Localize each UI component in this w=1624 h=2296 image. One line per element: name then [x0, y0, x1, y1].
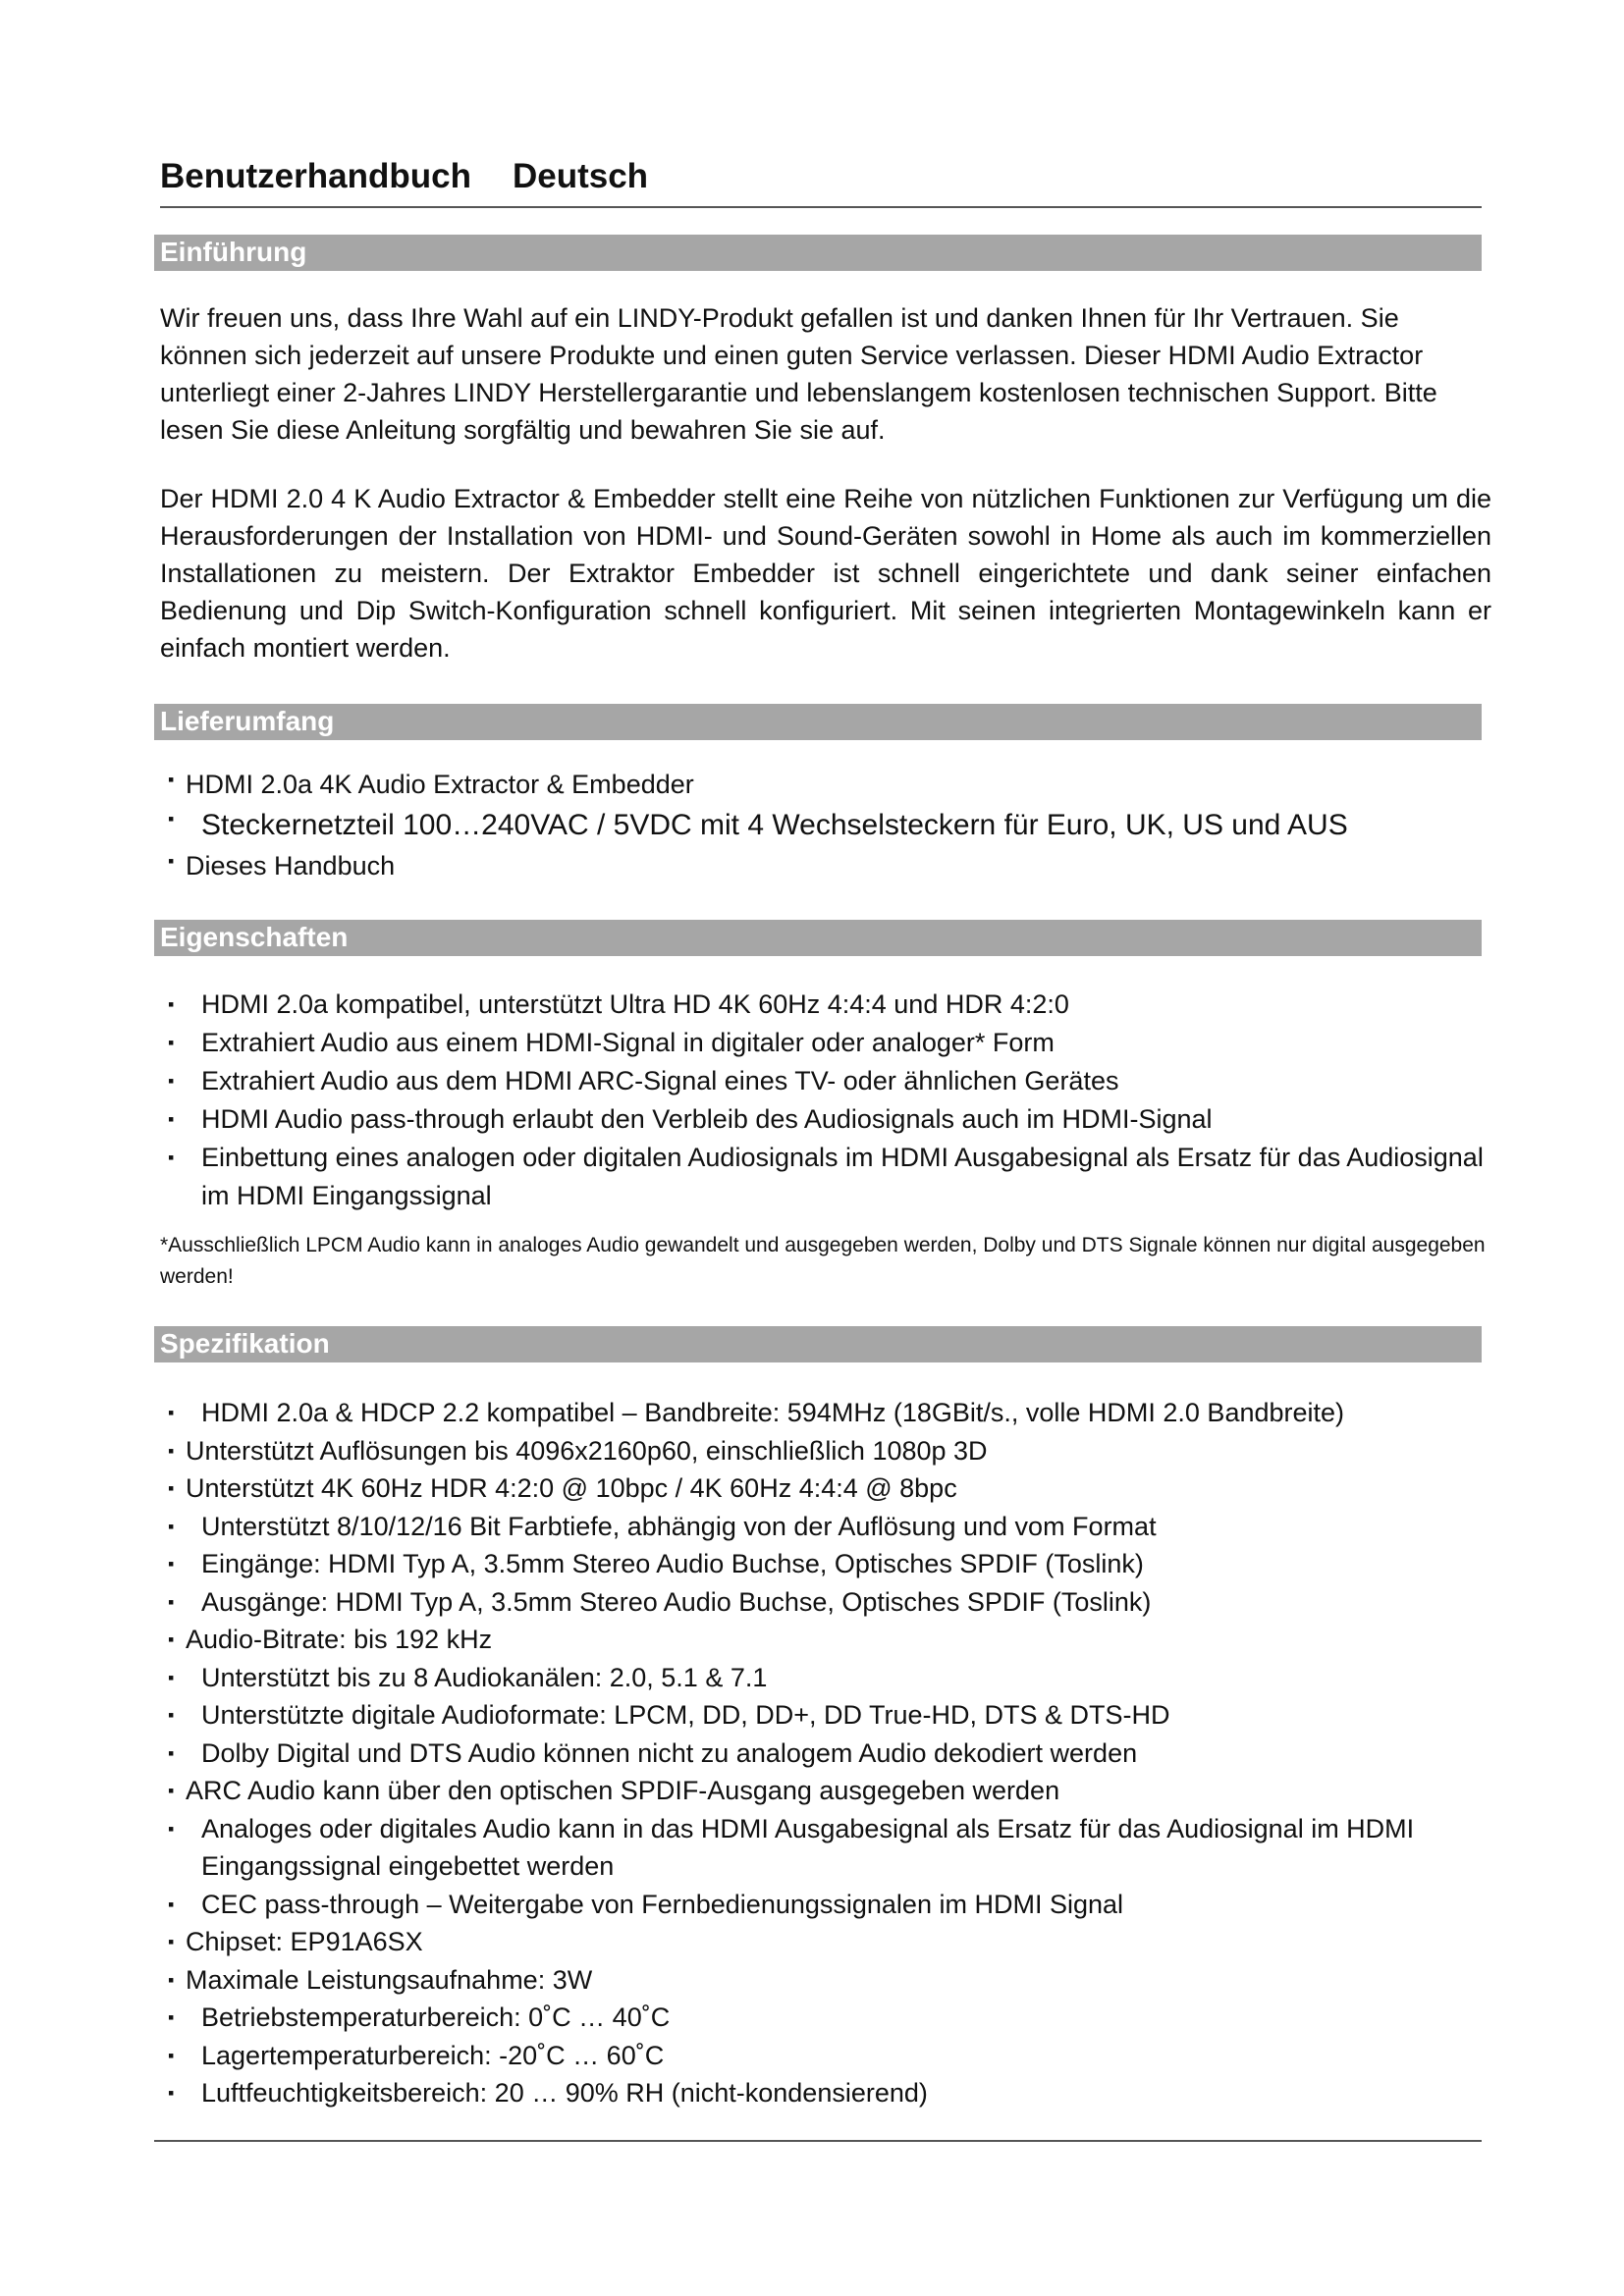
list-item [160, 1696, 1491, 1735]
list-item-text: Unterstützt 8/10/12/16 Bit Farbtiefe, abhängig von der Auflösung und vom Format [201, 1511, 1157, 1541]
list-item-text: Unterstützte digitale Audioformate: LPCM, DD, DD+, DD True-HD, DTS & DTS-HD [201, 1700, 1170, 1730]
list-item-text: Chipset: EP91A6SX [186, 1927, 423, 1956]
bullet-icon: ▪ [168, 1894, 175, 1914]
list-item-text: Betriebstemperaturbereich: 0˚C … 40˚C [201, 2002, 671, 2032]
bullet-icon: ▪ [168, 770, 175, 789]
bullet-icon: ▪ [168, 1071, 175, 1091]
list-item [160, 1772, 1491, 1810]
list-item: ▪ Dieses Handbuch [168, 851, 396, 881]
bullet-icon: ▪ [168, 1554, 175, 1574]
list-item [160, 1923, 1491, 1961]
list-item [160, 2037, 1491, 2075]
list-item-text: Unterstützt 4K 60Hz HDR 4:2:0 @ 10bpc / 4K 60Hz 4:4:4 @ 8bpc [186, 1473, 957, 1503]
bullet-icon: ▪ [168, 1818, 175, 1839]
bullet-icon: ▪ [168, 1591, 175, 1612]
bullet-icon: ▪ [168, 1033, 175, 1052]
bullet-icon: ▪ [168, 809, 175, 828]
bullet-icon: ▪ [168, 1705, 175, 1725]
bullet-icon: ▪ [168, 2083, 175, 2103]
bullet-icon: ▪ [168, 1932, 175, 1951]
section-heading-text: Lieferumfang [160, 706, 335, 736]
bullet-icon: ▪ [168, 1516, 175, 1536]
intro-paragraph-2: Der HDMI 2.0 4 K Audio Extractor & Embedder stellt eine Reihe von nützlichen Funktionen zur Verfügung um die Herausforderungen der Installation von HDMI- und Sound-Geräten sowohl in Home als auch im kommerziellen Installationen zu meistern. Der Extraktor Embedder ist schnell eingerichtete und dank seiner einfachen Bedienung und Dip Switch-Konfiguration schnell konfiguriert. Mit seinen integrierten Montagewinkeln kann er einfach montiert werden. [160, 484, 1491, 663]
list-item [160, 1583, 1491, 1622]
bullet-icon: ▪ [168, 994, 175, 1014]
list-item-text: Extrahiert Audio aus dem HDMI ARC-Signal eines TV- oder ähnlichen Gerätes [201, 1066, 1119, 1095]
bullet-icon: ▪ [168, 1440, 175, 1461]
list-item [160, 1432, 1491, 1470]
list-item [160, 1961, 1491, 2000]
section-heading-intro [154, 235, 1482, 271]
list-item-text: Unterstützt Auflösungen bis 4096x2160p60, einschließlich 1080p 3D [186, 1435, 988, 1466]
list-item-text: Extrahiert Audio aus einem HDMI-Signal in digitaler oder analoger* Form [201, 1028, 1055, 1057]
bullet-icon: ▪ [168, 1969, 175, 1990]
list-item [160, 1810, 1491, 1886]
list-item-text: Audio-Bitrate: bis 192 kHz [186, 1625, 493, 1654]
list-item [160, 1999, 1491, 2037]
list-item [160, 1062, 1491, 1100]
list-item-text: Ausgänge: HDMI Typ A, 3.5mm Stereo Audio Buchse, Optisches SPDIF (Toslink) [201, 1586, 1152, 1617]
list-item [160, 1659, 1491, 1697]
title-left: Benutzerhandbuch [160, 157, 471, 195]
list-item [160, 1024, 1491, 1062]
bottom-divider [154, 2140, 1482, 2142]
bullet-icon: ▪ [168, 2045, 175, 2065]
list-item-text: Dolby Digital und DTS Audio können nicht zu analogem Audio dekodiert werden [201, 1737, 1138, 1768]
list-item-text: Eingänge: HDMI Typ A, 3.5mm Stereo Audio Buchse, Optisches SPDIF (Toslink) [201, 1549, 1144, 1578]
bullet-icon: ▪ [168, 1148, 175, 1167]
list-item [160, 1545, 1491, 1583]
list-item-text: Analoges oder digitales Audio kann in das HDMI Ausgabesignal als Ersatz für das Audiosignal im HDMI Eingangssignal eingebettet werden [201, 1813, 1415, 1881]
list-item [160, 986, 1491, 1024]
list-item: ▪ Steckernetzteil 100…240VAC / 5VDC mit 4 Wechselsteckern für Euro, UK, US und AUS [168, 809, 1348, 841]
list-item [160, 2074, 1491, 2112]
list-item [160, 1735, 1491, 1773]
bullet-icon: ▪ [168, 2007, 175, 2027]
list-item-text: HDMI 2.0a & HDCP 2.2 kompatibel – Bandbreite: 594MHz (18GBit/s., volle HDMI 2.0 Bandbreite) [201, 1398, 1345, 1427]
list-item-text: Einbettung eines analogen oder digitalen Audiosignals im HDMI Ausgabesignal als Ersatz für das Audiosignal im HDMI Eingangssignal [201, 1143, 1484, 1210]
list-item [160, 1508, 1491, 1546]
list-item-text: HDMI Audio pass-through erlaubt den Verbleib des Audiosignals auch im HDMI-Signal [201, 1104, 1213, 1134]
list-item [160, 1621, 1491, 1659]
bullet-icon: ▪ [168, 1478, 175, 1498]
bullet-icon: ▪ [168, 1109, 175, 1129]
list-item-text: Luftfeuchtigkeitsbereich: 20 … 90% RH (nicht-kondensierend) [201, 2078, 928, 2108]
intro-paragraph-1: Wir freuen uns, dass Ihre Wahl auf ein LINDY-Produkt gefallen ist und danken Ihnen für Ihr Vertrauen. Sie können sich jederzeit auf unsere Produkte und einen guten Service verlassen. Dieser HDMI Audio Extractor unterliegt einer 2-Jahres LINDY Herstellergarantie und lebenslangem kostenlosen technischen Support. Bitte lesen Sie diese Anleitung sorgfältig und bewahren Sie sie auf. [160, 303, 1437, 445]
scope-list [160, 770, 1491, 890]
list-item [160, 1469, 1491, 1508]
bullet-icon: ▪ [168, 1781, 175, 1800]
list-item-text: Lagertemperaturbereich: -20˚C … 60˚C [201, 2040, 665, 2070]
page-header [160, 157, 1482, 208]
features-footnote: *Ausschließlich LPCM Audio kann in analoges Audio gewandelt und ausgegeben werden, Dolby und DTS Signale können nur digital ausgegeben werden! [160, 1234, 1486, 1288]
bullet-icon: ▪ [168, 1629, 175, 1649]
list-item [160, 1139, 1491, 1215]
bullet-icon: ▪ [168, 1667, 175, 1687]
list-item-text: Maximale Leistungsaufnahme: 3W [186, 1964, 593, 1995]
list-item [160, 1100, 1491, 1139]
list-item [160, 1886, 1491, 1924]
page-title [160, 157, 648, 196]
specs-list [160, 1394, 1491, 2112]
list-item-text: HDMI 2.0a kompatibel, unterstützt Ultra HD 4K 60Hz 4:4:4 und HDR 4:2:0 [201, 989, 1069, 1019]
bullet-icon: ▪ [168, 1403, 175, 1422]
list-item [160, 1394, 1491, 1432]
list-item-text: ARC Audio kann über den optischen SPDIF-Ausgang ausgegeben werden [186, 1776, 1060, 1805]
section-heading-scope [154, 704, 1482, 740]
features-list [160, 986, 1491, 1215]
section-heading-text: Spezifikation [160, 1328, 330, 1359]
bullet-icon: ▪ [168, 1742, 175, 1763]
list-item: ▪ HDMI 2.0a 4K Audio Extractor & Embedder [168, 770, 694, 799]
title-right: Deutsch [512, 157, 649, 195]
section-heading-text: Eigenschaften [160, 922, 349, 952]
list-item-text: Unterstützt bis zu 8 Audiokanälen: 2.0, 5.1 & 7.1 [201, 1662, 768, 1692]
section-heading-specs [154, 1326, 1482, 1362]
bullet-icon: ▪ [168, 851, 175, 871]
list-item-text: CEC pass-through – Weitergabe von Fernbedienungssignalen im HDMI Signal [201, 1889, 1124, 1919]
section-heading-features [154, 920, 1482, 956]
section-heading-text: Einführung [160, 237, 307, 267]
